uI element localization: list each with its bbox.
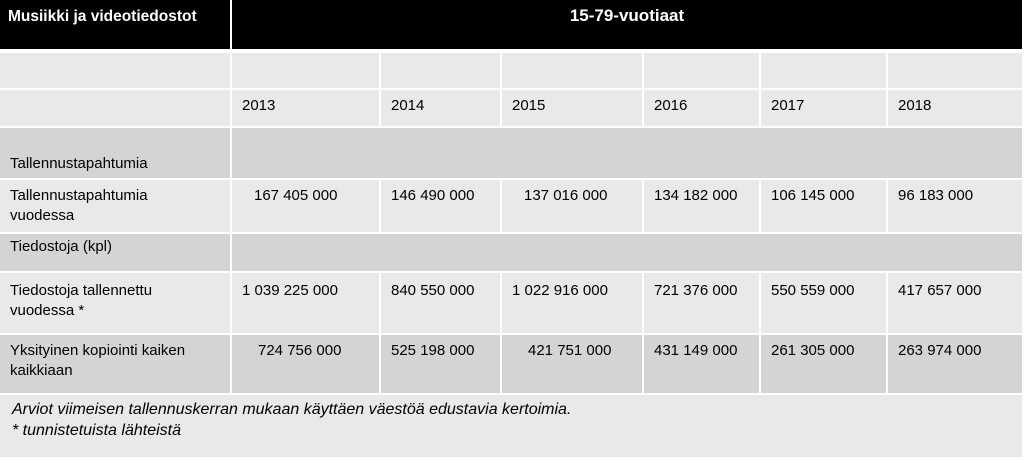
- empty-cell: [381, 53, 500, 88]
- empty-cell: [0, 90, 230, 126]
- table-cell: 421 751 000: [502, 335, 642, 393]
- table-cell: 261 305 000: [761, 335, 886, 393]
- table-footnote: [0, 395, 1022, 457]
- table-cell: 431 149 000: [644, 335, 759, 393]
- empty-cell: [232, 53, 379, 88]
- table-title-right: 15-79-vuotiaat: [232, 0, 1022, 49]
- table-cell: 724 756 000: [232, 335, 379, 393]
- empty-cell: [888, 53, 1022, 88]
- table-cell: 263 974 000: [888, 335, 1022, 393]
- table-title-left: Musiikki ja videotiedostot: [0, 0, 230, 49]
- table-cell: 96 183 000: [888, 180, 1022, 232]
- row-label: Tallennustapahtumia vuodessa: [0, 180, 230, 232]
- table-cell: 550 559 000: [761, 273, 886, 333]
- table-cell: 525 198 000: [381, 335, 500, 393]
- table-cell: 417 657 000: [888, 273, 1022, 333]
- footnote-line: Arviot viimeisen tallennuskerran mukaan käyttäen väestöä edustavia kertoimia.: [12, 401, 572, 418]
- section-span-cell: [232, 234, 1022, 271]
- table-cell: 1 039 225 000: [232, 273, 379, 333]
- table-cell: 840 550 000: [381, 273, 500, 333]
- year-header: 2013: [232, 90, 379, 126]
- row-label: Yksityinen kopiointi kaiken kaikkiaan: [0, 335, 230, 393]
- section-label: Tallennustapahtumia: [0, 128, 230, 178]
- year-header: 2018: [888, 90, 1022, 126]
- footnote-line: * tunnistetuista lähteistä: [12, 422, 181, 439]
- section-span-cell: [232, 128, 1022, 178]
- table-cell: 1 022 916 000: [502, 273, 642, 333]
- table-cell: 137 016 000: [502, 180, 642, 232]
- empty-cell: [502, 53, 642, 88]
- section-label: Tiedostoja (kpl): [0, 234, 230, 271]
- empty-cell: [0, 53, 230, 88]
- year-header: 2015: [502, 90, 642, 126]
- table-cell: 721 376 000: [644, 273, 759, 333]
- year-header: 2014: [381, 90, 500, 126]
- table-cell: 134 182 000: [644, 180, 759, 232]
- row-label: Tiedostoja tallennettu vuodessa *: [0, 273, 230, 333]
- empty-cell: [644, 53, 759, 88]
- empty-cell: [761, 53, 886, 88]
- table-cell: 146 490 000: [381, 180, 500, 232]
- year-header: 2016: [644, 90, 759, 126]
- year-header: 2017: [761, 90, 886, 126]
- table-cell: 106 145 000: [761, 180, 886, 232]
- table-cell: 167 405 000: [232, 180, 379, 232]
